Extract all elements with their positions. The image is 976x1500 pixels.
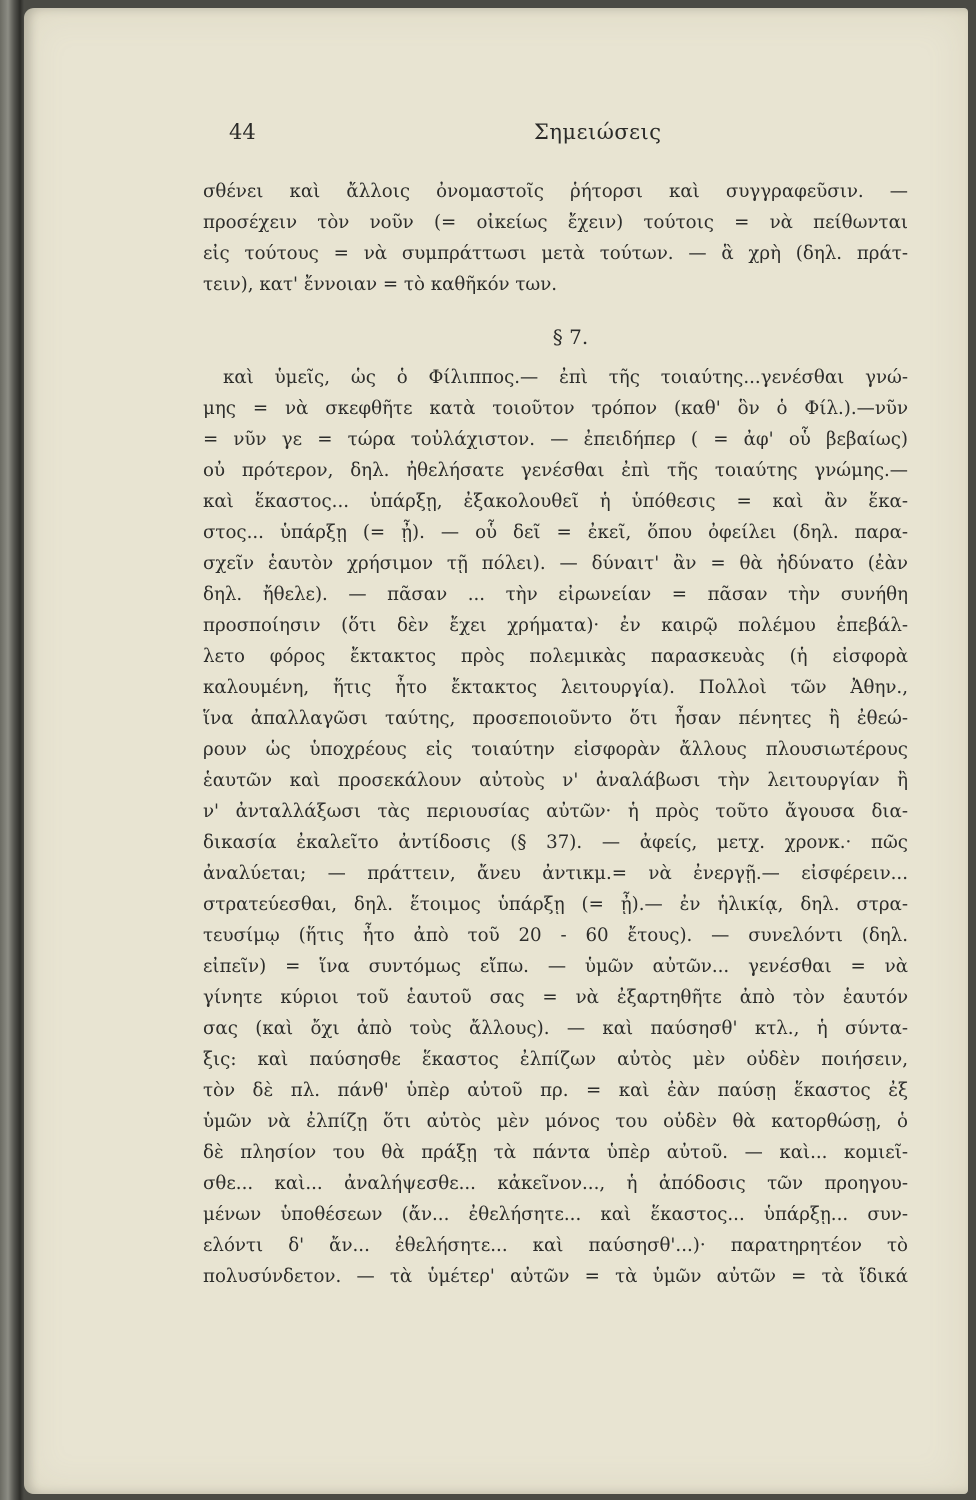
- text-line: γίνητε κύριοι τοῦ ἑαυτοῦ σας = νὰ ἐξαρτηθῆτε ἀπὸ τὸν ἑαυτόν: [203, 987, 908, 1008]
- text-line: ὑμῶν νὰ ἐλπίζῃ ὅτι αὐτὸς μὲν μόνος του οὐδὲν θὰ κατορθώσῃ, ὁ: [203, 1111, 908, 1132]
- text-line: καὶ ἕκαστος... ὑπάρξῃ, ἐξακολουθεῖ ἡ ὑπόθεσις = καὶ ἂν ἕκα-: [203, 491, 908, 512]
- running-title: Σημειώσεις: [534, 120, 662, 144]
- text-line: στος... ὑπάρξῃ (= ᾖ). — οὗ δεῖ = ἐκεῖ, ὅπου ὀφείλει (δηλ. παρα-: [203, 522, 908, 543]
- text-line: στρατεύεσθαι, δηλ. ἕτοιμος ὑπάρξῃ (= ᾖ).— ἐν ἡλικίᾳ, δηλ. στρα-: [203, 894, 908, 915]
- text-line: μένων ὑποθέσεων (ἄν... ἐθελήσητε... καὶ ἕκαστος... ὑπάρξῃ... συν-: [203, 1204, 908, 1225]
- section-heading: § 7.: [552, 325, 589, 349]
- text-line: καλουμένη, ἥτις ἦτο ἔκτακτος λειτουργία). Πολλοὶ τῶν Ἀθην.,: [203, 677, 908, 698]
- text-line: δικασία ἐκαλεῖτο ἀντίδοσις (§ 37). — ἀφείς, μετχ. χρονκ.· πῶς: [203, 832, 908, 853]
- page-number: 44: [229, 120, 256, 144]
- text-line: ἵνα ἀπαλλαγῶσι ταύτης, προσεποιοῦντο ὅτι ἦσαν πένητες ἢ ἐθεώ-: [203, 708, 908, 729]
- text-line: εἰς τούτους = νὰ συμπράττωσι μετὰ τούτων. — ἃ χρὴ (δηλ. πράτ-: [203, 243, 908, 264]
- text-line: λετο φόρος ἔκτακτος πρὸς πολεμικὰς παρασκευὰς (ἡ εἰσφορὰ: [203, 646, 908, 667]
- text-line: σθένει καὶ ἄλλοις ὀνομαστοῖς ῥήτορσι καὶ συγγραφεῦσιν. —: [203, 181, 908, 202]
- text-line: ξις: καὶ παύσησθε ἕκαστος ἐλπίζων αὐτὸς μὲν οὐδὲν ποιήσειν,: [203, 1049, 908, 1070]
- text-line: ελόντι δ' ἄν... ἐθελήσητε... καὶ παύσησθ'...)· παρατηρητέον τὸ: [203, 1235, 908, 1256]
- text-line: σας (καὶ ὄχι ἀπὸ τοὺς ἄλλους). — καὶ παύσησθ' κτλ., ἡ σύντα-: [203, 1018, 908, 1039]
- text-line: = νῦν γε = τώρα τοὐλάχιστον. — ἐπειδήπερ ( = ἀφ' οὗ βεβαίως): [203, 429, 908, 450]
- text-line: τὸν δὲ πλ. πάνθ' ὑπὲρ αὐτοῦ πρ. = καὶ ἐὰν παύσῃ ἕκαστος ἐξ: [203, 1080, 908, 1101]
- text-line: εἰπεῖν) = ἵνα συντόμως εἴπω. — ὑμῶν αὐτῶν... γενέσθαι = νὰ: [203, 956, 908, 977]
- text-line: καὶ ὑμεῖς, ὡς ὁ Φίλιππος.— ἐπὶ τῆς τοιαύτης...γενέσθαι γνώ-: [223, 367, 908, 388]
- page-header: [229, 120, 929, 154]
- paragraph-notes-previous: [203, 176, 908, 300]
- text-line: ἀναλύεται; — πράττειν, ἄνευ ἀντικμ.= νὰ ἐνεργῇ.— εἰσφέρειν...: [203, 863, 908, 884]
- paragraph-section-7: [203, 362, 908, 1292]
- text-line: δηλ. ἤθελε). — πᾶσαν ... τὴν εἰρωνείαν = πᾶσαν τὴν συνήθη: [203, 584, 908, 605]
- commentary-text: [203, 176, 908, 1292]
- text-line: τειν), κατ' ἔννοιαν = τὸ καθῆκόν των.: [203, 274, 558, 295]
- text-line: οὐ πρότερον, δηλ. ἠθελήσατε γενέσθαι ἐπὶ τῆς τοιαύτης γνώμης.—: [203, 460, 908, 481]
- text-line: σχεῖν ἑαυτὸν χρήσιμον τῇ πόλει). — δύναιτ' ἂν = θὰ ἠδύνατο (ἐὰν: [203, 553, 908, 574]
- text-line: ρουν ὡς ὑποχρέους εἰς τοιαύτην εἰσφορὰν ἄλλους πλουσιωτέρους: [203, 739, 908, 760]
- text-line: δὲ πλησίον του θὰ πράξῃ τὰ πάντα ὑπὲρ αὐτοῦ. — καὶ... κομιεῖ-: [203, 1142, 908, 1163]
- text-line: σθε... καὶ... ἀναλήψεσθε... κἀκεῖνον..., ἡ ἀπόδοσις τῶν προηγου-: [203, 1173, 908, 1194]
- text-line: προσποίησιν (ὅτι δὲν ἔχει χρήματα)· ἐν καιρῷ πολέμου ἐπεβάλ-: [203, 615, 908, 636]
- text-line: ν' ἀνταλλάξωσι τὰς περιουσίας αὐτῶν· ἡ πρὸς τοῦτο ἄγουσα δια-: [203, 801, 908, 822]
- text-line: τευσίμῳ (ἥτις ἦτο ἀπὸ τοῦ 20 - 60 ἔτους). — συνελόντι (δηλ.: [203, 925, 908, 946]
- text-line: πολυσύνδετον. — τὰ ὑμέτερ' αὐτῶν = τὰ ὑμῶν αὐτῶν = τὰ ἴδικά: [203, 1266, 908, 1287]
- text-line: προσέχειν τὸν νοῦν (= οἰκείως ἔχειν) τούτοις = νὰ πείθωνται: [203, 212, 908, 233]
- text-line: μης = νὰ σκεφθῆτε κατὰ τοιοῦτον τρόπον (καθ' ὃν ὁ Φίλ.).—νῦν: [203, 398, 908, 419]
- text-line: ἑαυτῶν καὶ προσεκάλουν αὐτοὺς ν' ἀναλάβωσι τὴν λειτουργίαν ἢ: [203, 770, 908, 791]
